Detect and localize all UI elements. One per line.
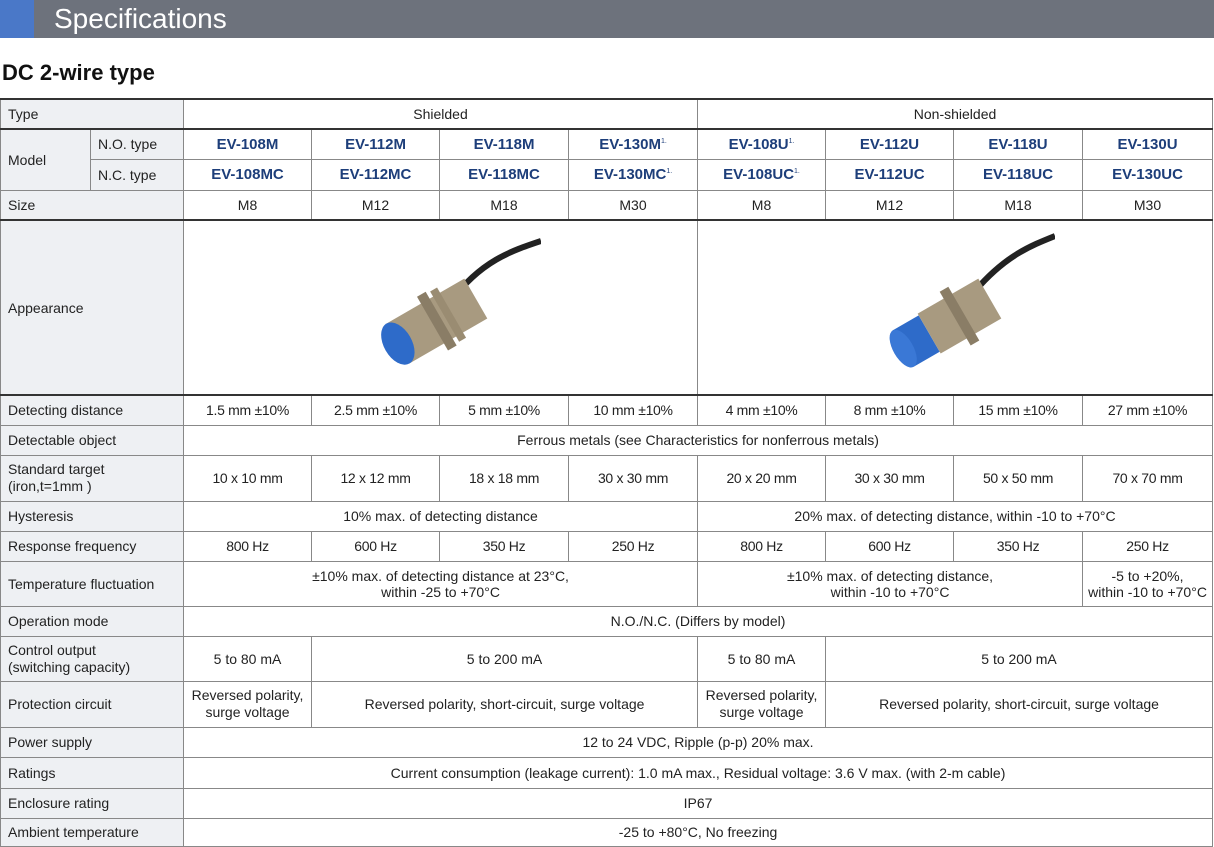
hysteresis-shielded: 10% max. of detecting distance	[184, 501, 698, 531]
size-cell-text: M12	[875, 196, 904, 213]
detectable-object: Ferrous metals (see Characteristics for nonferrous metals)	[184, 425, 1213, 455]
model-nc-text: EV-112MC	[339, 166, 412, 183]
target-cell	[569, 455, 698, 501]
model-no	[312, 129, 440, 159]
label-operation-mode: Operation mode	[1, 606, 184, 636]
shielded-sensor-image	[184, 220, 698, 395]
model-no	[569, 129, 698, 159]
size-cell	[569, 190, 698, 220]
distance-cell	[826, 395, 954, 425]
prot-shielded-m8: Reversed polarity, surge voltage	[184, 681, 312, 727]
header-accent	[0, 0, 34, 38]
size-cell	[1083, 190, 1213, 220]
distance-cell	[184, 395, 312, 425]
model-nc-text: EV-118UC	[982, 166, 1054, 183]
model-nc-text: EV-108UC	[723, 166, 795, 183]
model-nc	[184, 159, 312, 190]
model-nc-text: EV-118MC	[468, 166, 540, 183]
distance-cell	[569, 395, 698, 425]
distance-cell-text: 2.5 mm ±10%	[334, 402, 417, 419]
model-nc	[440, 159, 569, 190]
label-appearance: Appearance	[1, 220, 184, 395]
model-nc-text: EV-108MC	[211, 166, 284, 183]
size-cell	[698, 190, 826, 220]
label-protection-circuit: Protection circuit	[1, 681, 184, 727]
ambient-temperature: -25 to +80°C, No freezing	[184, 818, 1213, 846]
distance-cell-text: 15 mm ±10%	[978, 402, 1058, 419]
hysteresis-nonshielded: 20% max. of detecting distance, within -10 to +70°C	[698, 501, 1213, 531]
ratings: Current consumption (leakage current): 1.0 mA max., Residual voltage: 3.6 V max. (with 2-m cable)	[184, 757, 1213, 788]
size-cell	[440, 190, 569, 220]
distance-cell	[1083, 395, 1213, 425]
target-cell-text: 12 x 12 mm	[340, 470, 411, 486]
model-no-text: EV-108M	[216, 135, 279, 153]
size-cell-text: M18	[1004, 196, 1032, 213]
operation-mode: N.O./N.C. (Differs by model)	[184, 606, 1213, 636]
frequency-cell	[698, 531, 826, 561]
prot-shielded-other: Reversed polarity, short-circuit, surge voltage	[312, 681, 698, 727]
frequency-cell-text: 350 Hz	[996, 538, 1040, 554]
target-cell	[826, 455, 954, 501]
footnote-mark: 1.	[666, 168, 673, 175]
size-cell-text: M8	[751, 196, 772, 213]
label-no: N.O. type	[91, 129, 184, 159]
frequency-cell	[954, 531, 1083, 561]
distance-cell-text: 27 mm ±10%	[1107, 402, 1188, 419]
target-cell	[184, 455, 312, 501]
distance-cell-text: 10 mm ±10%	[593, 402, 673, 419]
output-nonshielded-m8: 5 to 80 mA	[698, 636, 826, 681]
frequency-cell	[184, 531, 312, 561]
footnote-mark: 1.	[660, 137, 667, 145]
frequency-cell	[826, 531, 954, 561]
model-nc-text: EV-130UC	[1112, 166, 1183, 183]
target-cell-text: 20 x 20 mm	[726, 470, 797, 486]
enclosure-rating: IP67	[184, 788, 1213, 818]
label-enclosure: Enclosure rating	[1, 788, 184, 818]
frequency-cell-text: 250 Hz	[1126, 538, 1169, 554]
target-cell	[312, 455, 440, 501]
prot-nonshielded-other: Reversed polarity, short-circuit, surge voltage	[826, 681, 1213, 727]
spec-table	[0, 98, 1213, 847]
temp-130u: -5 to +20%, within -10 to +70°C	[1083, 561, 1213, 606]
distance-cell	[312, 395, 440, 425]
model-no-text: EV-118U	[988, 135, 1048, 153]
distance-cell-text: 5 mm ±10%	[468, 402, 540, 419]
model-nc-text: EV-112UC	[854, 166, 925, 183]
frequency-cell-text: 800 Hz	[226, 538, 269, 554]
type-shielded: Shielded	[184, 99, 698, 129]
prot-nonshielded-m8: Reversed polarity, surge voltage	[698, 681, 826, 727]
model-no-text: EV-118M	[473, 135, 535, 153]
label-size: Size	[1, 190, 184, 220]
temp-shielded: ±10% max. of detecting distance at 23°C, within -25 to +70°C	[184, 561, 698, 606]
frequency-cell-text: 600 Hz	[868, 538, 911, 554]
label-detectable-object: Detectable object	[1, 425, 184, 455]
target-cell-text: 30 x 30 mm	[597, 470, 669, 486]
target-cell	[954, 455, 1083, 501]
label-nc: N.C. type	[91, 159, 184, 190]
output-shielded-other: 5 to 200 mA	[312, 636, 698, 681]
frequency-cell	[1083, 531, 1213, 561]
target-cell	[1083, 455, 1213, 501]
target-cell-text: 70 x 70 mm	[1112, 470, 1183, 486]
size-cell	[954, 190, 1083, 220]
label-power-supply: Power supply	[1, 727, 184, 757]
frequency-cell	[569, 531, 698, 561]
frequency-cell-text: 800 Hz	[740, 538, 783, 554]
frequency-cell-text: 250 Hz	[611, 538, 655, 554]
section-header	[0, 0, 1214, 38]
model-no-text: EV-108U	[728, 135, 789, 153]
distance-cell-text: 1.5 mm ±10%	[206, 402, 289, 419]
nonshielded-sensor-image	[698, 220, 1213, 395]
target-cell-text: 50 x 50 mm	[982, 470, 1054, 486]
power-supply: 12 to 24 VDC, Ripple (p-p) 20% max.	[184, 727, 1213, 757]
model-nc	[698, 159, 826, 190]
label-temperature-fluctuation: Temperature fluctuation	[1, 561, 184, 606]
model-nc	[569, 159, 698, 190]
size-cell	[826, 190, 954, 220]
target-cell-text: 18 x 18 mm	[468, 470, 540, 486]
section-title: Specifications	[54, 3, 227, 34]
label-standard-target: Standard target (iron,t=1mm )	[1, 455, 184, 501]
distance-cell	[954, 395, 1083, 425]
label-type: Type	[1, 99, 184, 129]
type-nonshielded: Non-shielded	[698, 99, 1213, 129]
model-no	[954, 129, 1083, 159]
footnote-mark: 1.	[788, 137, 795, 145]
subsection-title: DC 2-wire type	[2, 60, 155, 85]
size-cell-text: M18	[490, 196, 518, 213]
target-cell-text: 10 x 10 mm	[212, 470, 283, 486]
temp-nonshielded: ±10% max. of detecting distance, within -10 to +70°C	[698, 561, 1083, 606]
target-cell-text: 30 x 30 mm	[854, 470, 925, 486]
model-no-text: EV-112M	[345, 135, 406, 153]
size-cell-text: M8	[237, 196, 258, 213]
frequency-cell	[312, 531, 440, 561]
model-nc	[1083, 159, 1213, 190]
label-ratings: Ratings	[1, 757, 184, 788]
size-cell-text: M30	[1133, 196, 1162, 213]
distance-cell	[440, 395, 569, 425]
output-nonshielded-other: 5 to 200 mA	[826, 636, 1213, 681]
size-cell-text: M12	[361, 196, 390, 213]
label-control-output: Control output (switching capacity)	[1, 636, 184, 681]
frequency-cell-text: 350 Hz	[482, 538, 526, 554]
model-nc-text: EV-130MC	[593, 166, 667, 183]
model-no	[826, 129, 954, 159]
distance-cell-text: 4 mm ±10%	[725, 402, 798, 419]
model-no-text: EV-130M	[599, 135, 661, 153]
model-no	[1083, 129, 1213, 159]
size-cell	[312, 190, 440, 220]
label-response-frequency: Response frequency	[1, 531, 184, 561]
output-shielded-m8: 5 to 80 mA	[184, 636, 312, 681]
label-detecting-distance: Detecting distance	[1, 395, 184, 425]
frequency-cell	[440, 531, 569, 561]
footnote-mark: 1.	[794, 168, 800, 175]
model-nc	[312, 159, 440, 190]
model-no	[698, 129, 826, 159]
label-ambient-temperature: Ambient temperature	[1, 818, 184, 846]
model-nc	[954, 159, 1083, 190]
model-no	[184, 129, 312, 159]
size-cell	[184, 190, 312, 220]
distance-cell-text: 8 mm ±10%	[853, 402, 926, 419]
distance-cell	[698, 395, 826, 425]
label-model: Model	[1, 129, 91, 190]
model-no	[440, 129, 569, 159]
target-cell	[698, 455, 826, 501]
target-cell	[440, 455, 569, 501]
model-no-text: EV-130U	[1117, 135, 1178, 153]
size-cell-text: M30	[619, 196, 647, 213]
model-no-text: EV-112U	[859, 135, 920, 153]
model-nc	[826, 159, 954, 190]
label-hysteresis: Hysteresis	[1, 501, 184, 531]
frequency-cell-text: 600 Hz	[354, 538, 397, 554]
